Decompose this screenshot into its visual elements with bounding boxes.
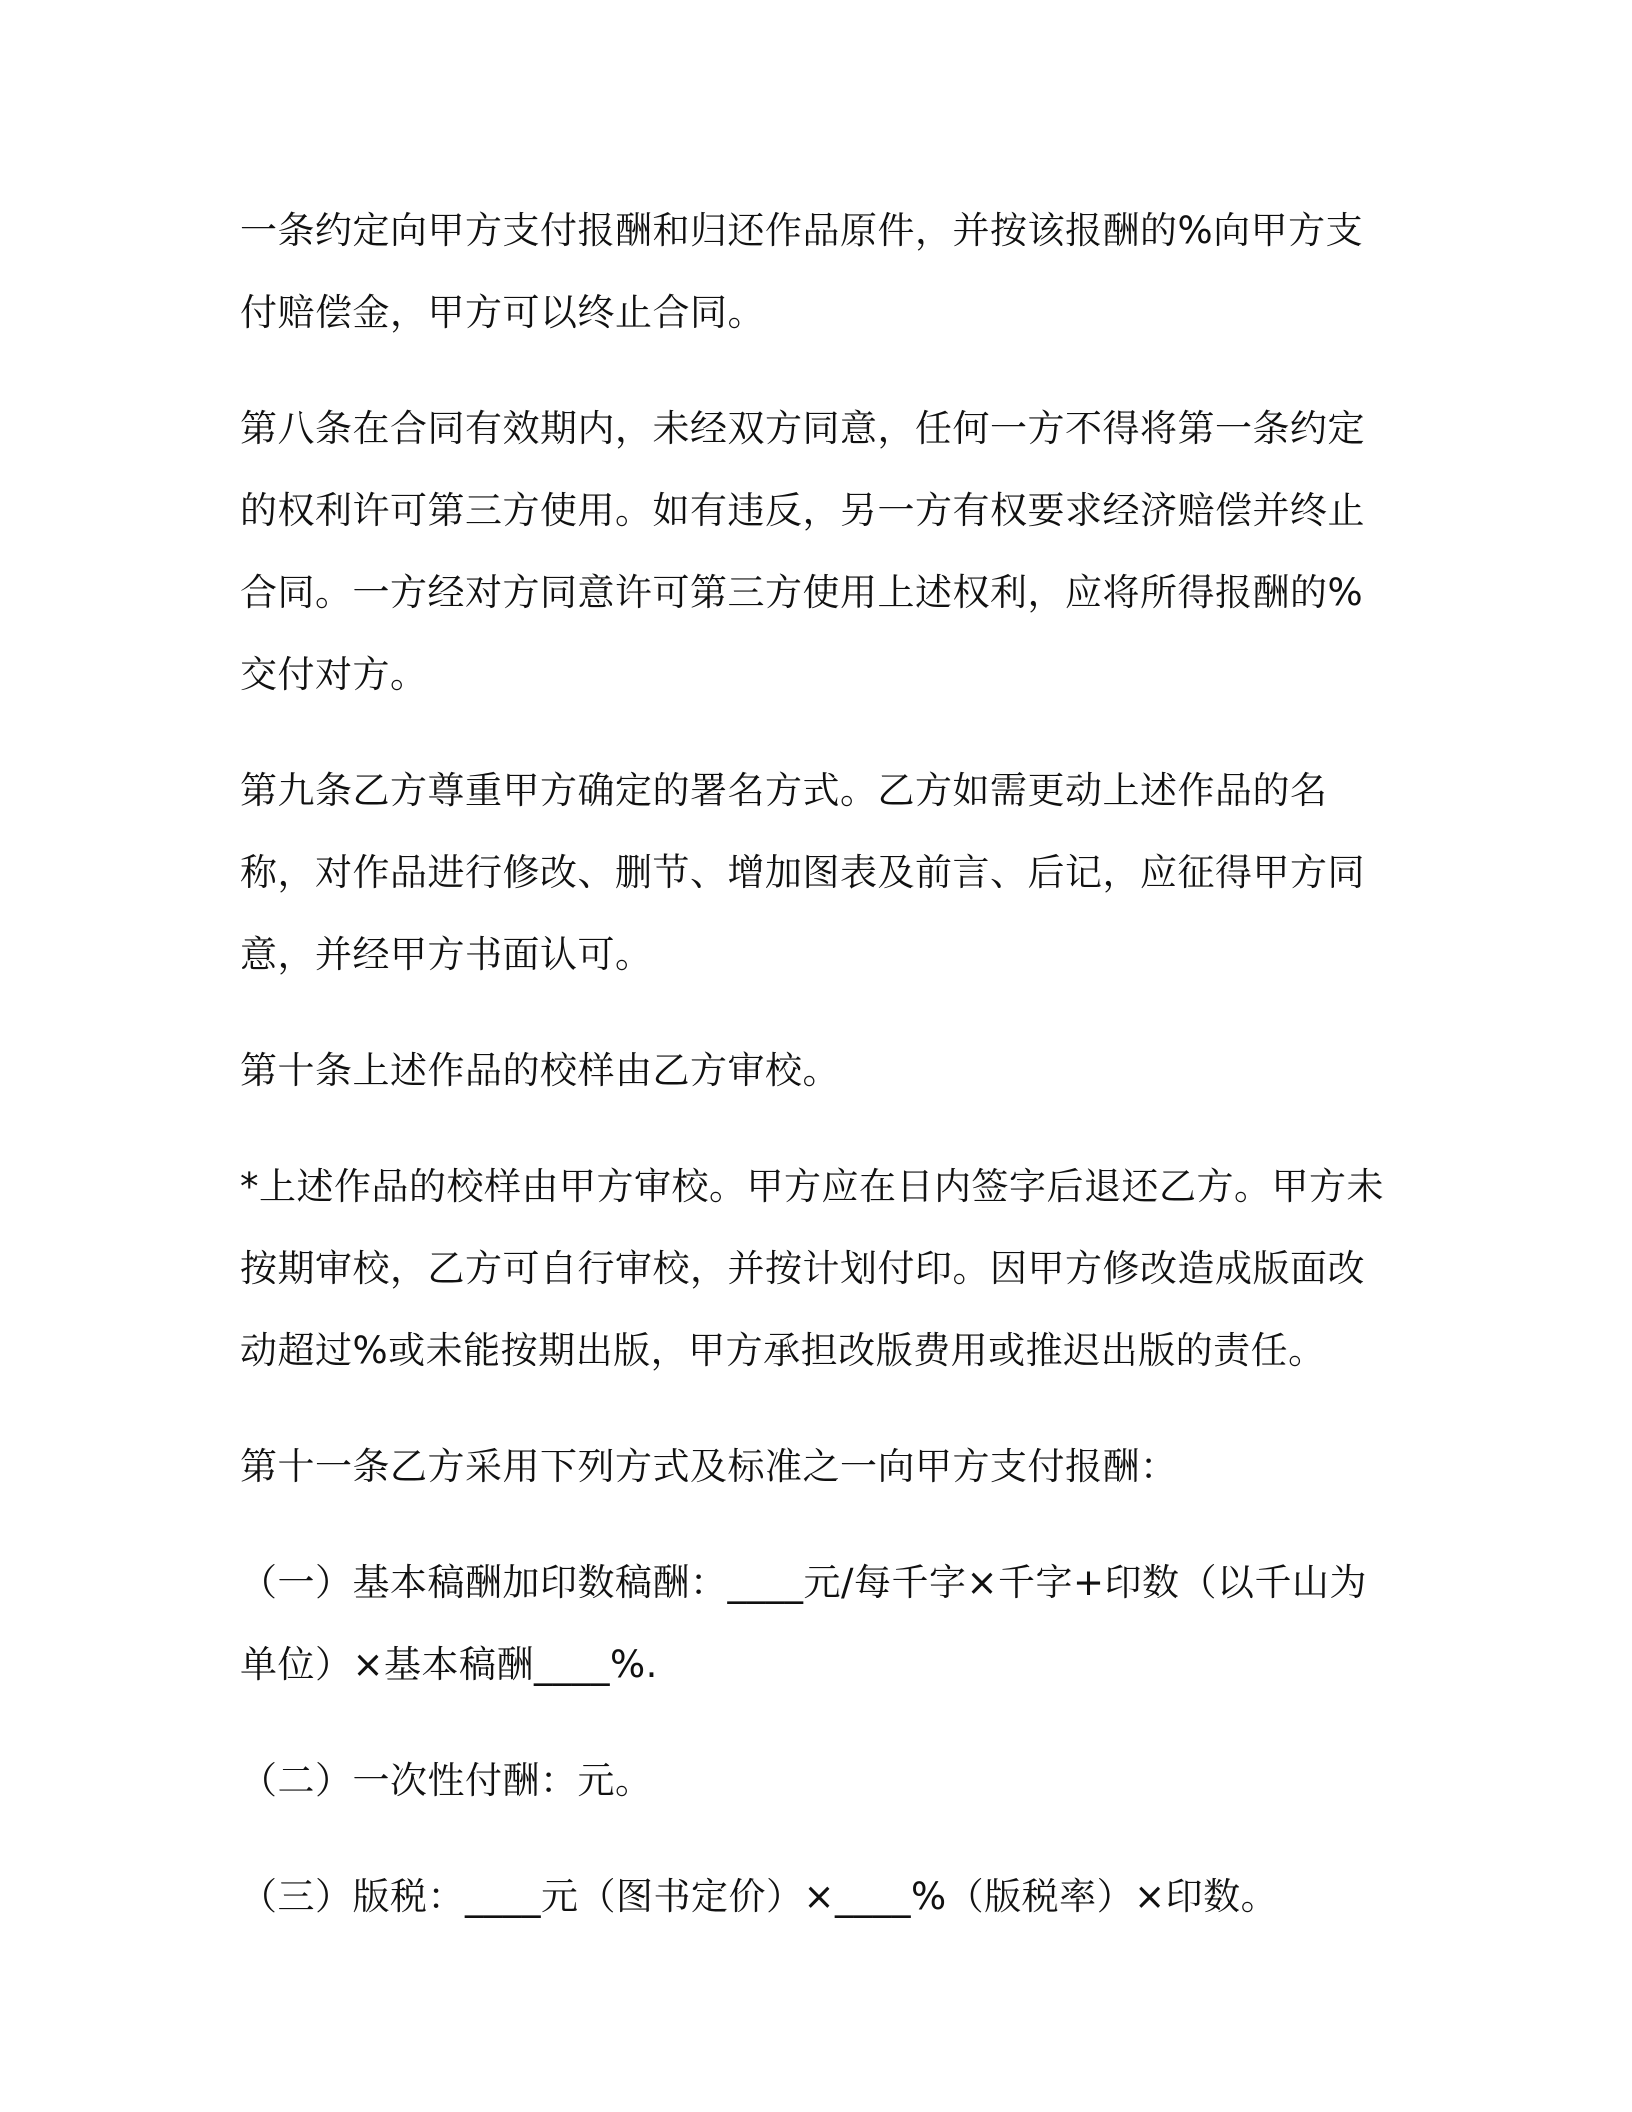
paragraph-proof-review-alt: *上述作品的校样由甲方审校。甲方应在日内签字后退还乙方。甲方未按期审校，乙方可自行审校，并按计划付印。因甲方修改造成版面改动超过%或未能按期出版，甲方承担改版费用或推迟出版的责任。	[240, 1165, 1384, 1372]
paragraph-payment-option-1: （一）基本稿酬加印数稿酬：____元/每千字×千字+印数（以千山为单位）×基本稿酬____%.	[240, 1561, 1367, 1686]
paragraph-compensation-clause: 一条约定向甲方支付报酬和归还作品原件，并按该报酬的%向甲方支付赔偿金，甲方可以终止合同。	[240, 209, 1364, 334]
paragraph-article-11: 第十一条乙方采用下列方式及标准之一向甲方支付报酬：	[240, 1445, 1178, 1488]
paragraph-article-9: 第九条乙方尊重甲方确定的署名方式。乙方如需更动上述作品的名称，对作品进行修改、删节、增加图表及前言、后记，应征得甲方同意，并经甲方书面认可。	[240, 769, 1365, 976]
paragraph-article-8: 第八条在合同有效期内，未经双方同意，任何一方不得将第一条约定的权利许可第三方使用。如有违反，另一方有权要求经济赔偿并终止合同。一方经对方同意许可第三方使用上述权利，应将所得报酬的%交付对方。	[240, 407, 1365, 696]
paragraph-payment-option-3: （三）版税：____元（图书定价）×____%（版税率）×印数。	[240, 1875, 1279, 1918]
paragraph-article-10: 第十条上述作品的校样由乙方审校。	[240, 1049, 840, 1092]
document-page	[240, 190, 1400, 1972]
paragraph-payment-option-2: （二）一次性付酬：元。	[240, 1759, 653, 1802]
